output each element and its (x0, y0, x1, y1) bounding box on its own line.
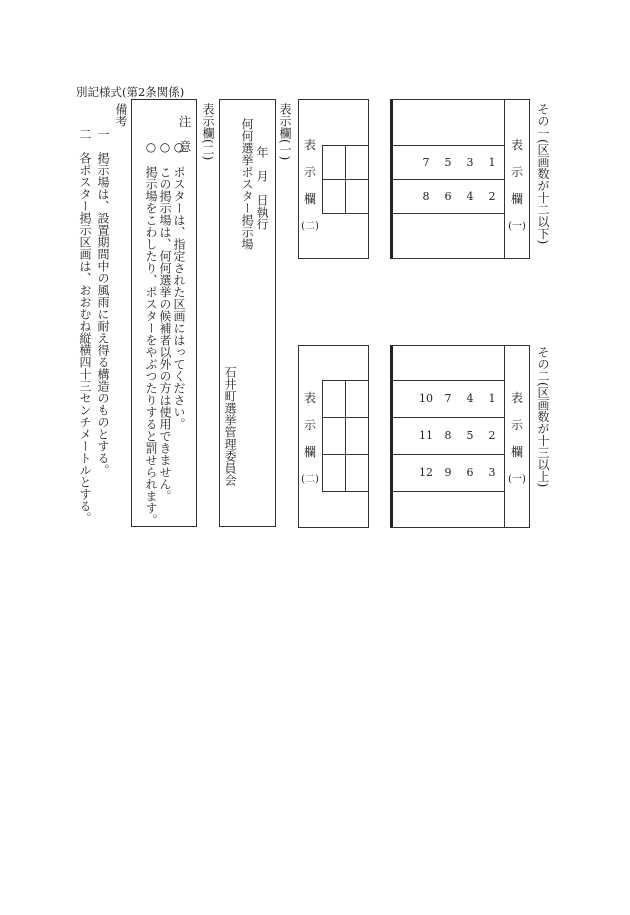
layout2-right-label (507, 385, 527, 493)
notes-item-2: 二 各ポスター掲示区画は、おおむね縦横四十三センチメートルとする。 (78, 128, 92, 524)
layout1-cell: 6 (444, 190, 452, 203)
layout1-grid-right-edge (529, 99, 530, 259)
layout1-left-hline-1 (322, 145, 368, 146)
layout1-left-label-char: 表 (303, 138, 316, 152)
layout2-grid-hline-1 (390, 380, 504, 381)
layout1-right-label-char: 表 (510, 138, 523, 152)
layout1-left-label-char: 示 (303, 165, 316, 179)
layout2-left-label-char: 表 (303, 391, 316, 405)
layout2-grid-hline-2 (390, 417, 504, 418)
layout2-cell: 12 (419, 466, 433, 479)
layout1-cell: 7 (422, 156, 430, 169)
layout1-grid-top-edge (390, 99, 529, 100)
layout1-left-label-char: 欄 (303, 192, 316, 206)
layout1-left-label-char: (二) (301, 221, 319, 232)
committee-name: 石井町選挙管理委員会 (223, 366, 237, 486)
layout2-thick-border (390, 345, 393, 528)
layout1-grid-hline-3 (390, 213, 504, 214)
caution-item-1: ○ ポスターは、指定された区画にはってください。 (172, 140, 186, 430)
layout1-right-label-char: 欄 (510, 192, 523, 206)
layout1-right-label-char: (一) (508, 221, 526, 232)
layout2-cell: 3 (488, 466, 496, 479)
layout2-grid-right-edge (529, 345, 530, 528)
layout2-right-label-char: (一) (508, 474, 526, 485)
layout1-right-label-char: 示 (510, 165, 523, 179)
layout2-grid-bottom-edge (390, 527, 529, 528)
board-title: 何何選挙ポスター掲示場 (240, 118, 254, 250)
caution-item-3: ○ 掲示場をこわしたり、ポスターをやぶつたりすると罰せられます。 (144, 140, 158, 526)
layout2-left-divider-1 (322, 380, 323, 492)
layout1-cell: 2 (488, 190, 496, 203)
layout2-grid-top-edge (390, 345, 529, 346)
display-field-two-label: 表示欄(二) (201, 103, 215, 161)
layout2-caption: その二(区画数が十三以上) (536, 346, 550, 488)
layout2-right-label-char: 表 (510, 391, 523, 405)
layout2-left-label-char: 示 (303, 418, 316, 432)
layout2-cell: 10 (419, 392, 433, 405)
layout1-left-hline-3 (322, 213, 368, 214)
layout1-grid-right-divider (504, 99, 505, 259)
layout2-cell: 9 (444, 466, 452, 479)
notes-item-1: 一 掲示場は、設置期間中の風雨に耐え得る構造のものとする。 (96, 128, 110, 476)
layout1-caption: その一(区画数が十二以下) (536, 103, 550, 245)
layout1-cell: 1 (488, 156, 496, 169)
layout2-left-hline-4 (322, 491, 368, 492)
layout2-left-hline-3 (322, 454, 368, 455)
layout2-cell: 5 (466, 429, 474, 442)
layout2-left-hline-2 (322, 417, 368, 418)
layout2-cell: 7 (444, 392, 452, 405)
layout1-right-label (507, 132, 527, 240)
layout1-grid-bottom-edge (390, 258, 529, 259)
layout1-cell: 5 (444, 156, 452, 169)
layout1-left-hline-2 (322, 179, 368, 180)
page-title: 別記様式(第2条関係) (76, 85, 185, 99)
layout2-right-label-char: 欄 (510, 445, 523, 459)
layout2-grid-hline-4 (390, 491, 504, 492)
layout2-left-hline-1 (322, 380, 368, 381)
layout2-cell: 8 (444, 429, 452, 442)
layout2-left-label-char: 欄 (303, 445, 316, 459)
layout2-cell: 1 (488, 392, 496, 405)
layout1-grid-hline-1 (390, 145, 504, 146)
layout2-left-label (300, 385, 320, 493)
caution-item-2: ○ この掲示場は、何何選挙の候補者以外の方は使用できません。 (158, 140, 172, 502)
execution-date-line: 年 月 日執行 (255, 146, 269, 230)
display-field-one-label: 表示欄(一) (278, 103, 292, 161)
layout1-cell: 3 (466, 156, 474, 169)
caution-heading: 注 意 (177, 115, 192, 153)
layout1-left-label (300, 132, 320, 240)
layout2-cell: 2 (488, 429, 496, 442)
layout1-grid-hline-2 (390, 179, 504, 180)
layout1-cell: 8 (422, 190, 430, 203)
layout2-cell: 6 (466, 466, 474, 479)
layout2-right-label-char: 示 (510, 418, 523, 432)
layout2-grid-hline-3 (390, 454, 504, 455)
layout2-left-label-char: (二) (301, 474, 319, 485)
notes-heading: 備考 (114, 103, 128, 127)
layout2-grid-right-divider (504, 345, 505, 528)
layout2-cell: 11 (419, 429, 433, 442)
layout2-cell: 4 (466, 392, 474, 405)
layout2-left-divider-2 (345, 380, 346, 492)
layout1-cell: 4 (466, 190, 474, 203)
